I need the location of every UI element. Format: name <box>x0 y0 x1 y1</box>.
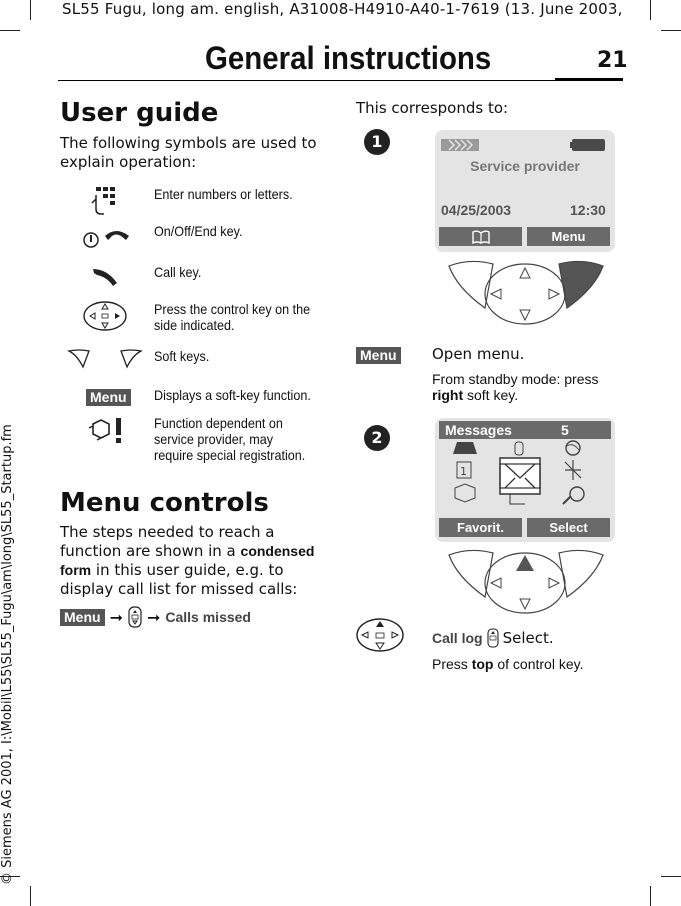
menu-title-bar <box>439 421 611 439</box>
menu-badge: Menu <box>356 347 401 364</box>
step-number: 2 <box>364 425 390 451</box>
symbol-row <box>60 263 325 295</box>
phone-display-standby <box>435 130 615 252</box>
call-key-icon <box>60 263 150 297</box>
menu-controls-text <box>60 523 328 599</box>
crop-mark <box>30 886 31 906</box>
control-key <box>485 264 565 324</box>
symbol-text: Soft keys. <box>154 348 210 364</box>
softkey-left-phonebook[interactable] <box>439 227 522 246</box>
phonebook-icon <box>471 229 491 245</box>
crop-mark <box>30 0 31 20</box>
arrow-right-icon: ➞ <box>146 607 161 627</box>
time-label: 12:30 <box>570 202 606 218</box>
crop-mark <box>661 30 681 31</box>
symbol-text: Displays a soft-key function. <box>154 387 311 403</box>
menu-count: 5 <box>561 422 569 438</box>
phone-keys-illustration <box>445 258 610 328</box>
crop-mark <box>650 886 651 906</box>
step2-note-pre: Press <box>432 656 468 672</box>
battery-icon <box>570 138 606 152</box>
svg-text:1: 1 <box>460 465 467 478</box>
symbol-text: Enter numbers or letters. <box>154 186 293 202</box>
menu-title: Messages <box>445 422 512 438</box>
joystick-small-icon <box>515 442 523 455</box>
symbol-text: Function dependent on service provider, may require special registration. <box>154 415 306 463</box>
menu-badge-label: Menu <box>86 389 131 406</box>
condensed-form-term: condensed form <box>60 543 315 578</box>
symbol-text: Call key. <box>154 264 202 280</box>
menu-badge <box>86 387 131 406</box>
menu-controls-text-before: The steps needed to reach a function are shown in a <box>60 523 275 560</box>
phone-display-menu <box>435 418 615 542</box>
page-title: General instructions <box>205 40 492 76</box>
menu-path-item: Calls missed <box>165 609 251 625</box>
header-rule <box>58 80 623 81</box>
page-number: 21 <box>597 48 628 73</box>
symbol-row <box>60 185 325 217</box>
user-guide-intro: The following symbols are used to explain operation: <box>60 134 317 171</box>
right-soft-key-highlighted <box>559 261 603 308</box>
corresponds-text: This corresponds to: <box>356 99 509 117</box>
softkey-left-favorites[interactable]: Favorit. <box>439 518 522 537</box>
running-header: SL55 Fugu, long am. english, A31008-H4910-A40-1-7619 (13. June 2003, <box>62 0 623 18</box>
step2-note-bold: top <box>471 656 494 672</box>
step1-note-post: soft key. <box>467 387 519 403</box>
step1-note-bold: right <box>432 387 464 403</box>
call-log-label: Call log <box>432 630 483 646</box>
menu-icon-grid <box>445 440 605 514</box>
menu-controls-heading: Menu controls <box>60 488 269 518</box>
crop-mark <box>0 30 20 31</box>
joystick-icon <box>487 628 499 648</box>
symbol-row <box>60 414 325 464</box>
page-number-rule <box>555 78 623 81</box>
user-guide-heading: User guide <box>60 98 219 128</box>
phone-keys-illustration <box>445 547 610 617</box>
right-soft-key <box>559 550 603 597</box>
symbol-row <box>60 222 325 254</box>
provider-dependent-icon <box>60 416 150 450</box>
step2-note-post: of control key. <box>497 656 584 672</box>
envelope-icon-selected <box>500 458 540 494</box>
step1-note <box>432 371 607 403</box>
menu-path-badge: Menu <box>60 609 105 626</box>
keypad-icon <box>60 185 150 221</box>
step1-action: Open menu. <box>432 345 525 363</box>
control-key-top-icon <box>355 617 405 653</box>
service-provider-label: Service provider <box>470 158 580 174</box>
softkey-right-menu[interactable]: Menu <box>527 227 610 246</box>
messages-small-icon <box>453 442 477 454</box>
symbol-row <box>60 386 325 408</box>
step-number: 1 <box>364 129 390 155</box>
symbol-text: On/Off/End key. <box>154 223 243 239</box>
sidebar-copyright: © Siemens AG 2001, I:\Mobil\L55\SL55_Fugu\am\long\SL55_Startup.fm <box>0 424 15 885</box>
crop-mark <box>661 876 681 877</box>
settings-icon <box>570 487 584 501</box>
surf-fun-icon <box>455 484 475 502</box>
step1-note-pre: From standby mode: press <box>432 371 599 387</box>
joystick-icon <box>128 606 142 628</box>
crop-mark <box>650 0 651 20</box>
control-key-top-highlighted <box>516 555 534 571</box>
symbol-row <box>60 300 325 336</box>
signal-strength-icon <box>441 138 481 152</box>
menu-path <box>60 606 251 628</box>
extras-icon <box>565 460 581 480</box>
soft-keys-icon <box>60 347 150 375</box>
date-label: 04/25/2003 <box>441 202 512 218</box>
select-label: Select. <box>502 628 554 647</box>
step2-note <box>432 656 583 672</box>
step1-badge-wrap <box>356 345 401 364</box>
arrow-right-icon: ➞ <box>109 607 123 627</box>
symbol-row <box>60 347 325 377</box>
control-key-icon <box>60 300 150 336</box>
menu-controls-text-after: in this user guide, e.g. to display call list for missed calls: <box>60 561 298 598</box>
step2-action <box>432 628 554 648</box>
softkey-right-select[interactable]: Select <box>527 518 610 537</box>
on-off-end-key-icon <box>60 222 150 256</box>
symbol-text: Press the control key on the side indicated. <box>154 301 311 333</box>
